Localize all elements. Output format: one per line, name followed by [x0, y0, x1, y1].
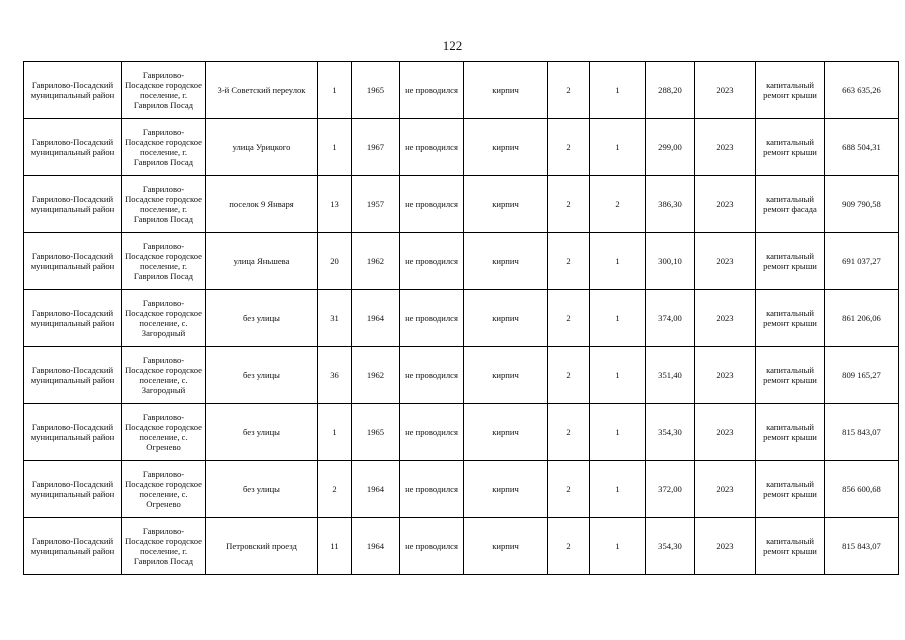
- work-type-cell: капитальный ремонт крыши: [756, 62, 825, 119]
- area-cell: 288,20: [646, 62, 695, 119]
- wall-material-cell: кирпич: [464, 518, 548, 575]
- entrances-cell: 1: [590, 119, 646, 176]
- work-type-cell: капитальный ремонт крыши: [756, 347, 825, 404]
- settlement-cell: Гаврилово-Посадское городское поселение, г. Гаврилов Посад: [122, 62, 206, 119]
- settlement-cell: Гаврилово-Посадское городское поселение, г. Гаврилов Посад: [122, 233, 206, 290]
- renovation-cell: не проводился: [400, 119, 464, 176]
- build-year-cell: 1965: [352, 62, 400, 119]
- house-number-cell: 13: [318, 176, 352, 233]
- repair-year-cell: 2023: [695, 119, 756, 176]
- page-number: 122: [442, 38, 463, 53]
- cost-cell: 815 843,07: [825, 404, 899, 461]
- floors-cell: 2: [548, 290, 590, 347]
- renovation-cell: не проводился: [400, 518, 464, 575]
- floors-cell: 2: [548, 347, 590, 404]
- district-cell: Гаврилово-Посадский муниципальный район: [24, 518, 122, 575]
- settlement-cell: Гаврилово-Посадское городское поселение, г. Гаврилов Посад: [122, 518, 206, 575]
- district-cell: Гаврилово-Посадский муниципальный район: [24, 233, 122, 290]
- area-cell: 372,00: [646, 461, 695, 518]
- area-cell: 354,30: [646, 404, 695, 461]
- table-row: [24, 119, 899, 176]
- build-year-cell: 1962: [352, 233, 400, 290]
- repair-year-cell: 2023: [695, 176, 756, 233]
- work-type-cell: капитальный ремонт крыши: [756, 404, 825, 461]
- settlement-cell: Гаврилово-Посадское городское поселение, г. Гаврилов Посад: [122, 176, 206, 233]
- settlement-cell: Гаврилово-Посадское городское поселение, с. Загородный: [122, 347, 206, 404]
- street-cell: поселок 9 Января: [206, 176, 318, 233]
- floors-cell: 2: [548, 404, 590, 461]
- floors-cell: 2: [548, 119, 590, 176]
- repair-year-cell: 2023: [695, 233, 756, 290]
- repair-year-cell: 2023: [695, 518, 756, 575]
- area-cell: 299,00: [646, 119, 695, 176]
- entrances-cell: 1: [590, 461, 646, 518]
- house-number-cell: 11: [318, 518, 352, 575]
- renovation-cell: не проводился: [400, 290, 464, 347]
- build-year-cell: 1962: [352, 347, 400, 404]
- street-cell: без улицы: [206, 461, 318, 518]
- cost-cell: 909 790,58: [825, 176, 899, 233]
- entrances-cell: 1: [590, 233, 646, 290]
- entrances-cell: 1: [590, 404, 646, 461]
- street-cell: без улицы: [206, 290, 318, 347]
- work-type-cell: капитальный ремонт крыши: [756, 461, 825, 518]
- settlement-cell: Гаврилово-Посадское городское поселение, г. Гаврилов Посад: [122, 119, 206, 176]
- build-year-cell: 1965: [352, 404, 400, 461]
- repair-year-cell: 2023: [695, 290, 756, 347]
- wall-material-cell: кирпич: [464, 119, 548, 176]
- build-year-cell: 1957: [352, 176, 400, 233]
- floors-cell: 2: [548, 461, 590, 518]
- table-row: [24, 347, 899, 404]
- build-year-cell: 1964: [352, 518, 400, 575]
- settlement-cell: Гаврилово-Посадское городское поселение, с. Огренево: [122, 404, 206, 461]
- area-cell: 300,10: [646, 233, 695, 290]
- repair-year-cell: 2023: [695, 461, 756, 518]
- work-type-cell: капитальный ремонт фасада: [756, 176, 825, 233]
- wall-material-cell: кирпич: [464, 176, 548, 233]
- area-cell: 351,40: [646, 347, 695, 404]
- table-row: [24, 62, 899, 119]
- street-cell: улица Яньшева: [206, 233, 318, 290]
- table-row: [24, 290, 899, 347]
- repair-year-cell: 2023: [695, 347, 756, 404]
- area-cell: 354,30: [646, 518, 695, 575]
- area-cell: 386,30: [646, 176, 695, 233]
- cost-cell: 691 037,27: [825, 233, 899, 290]
- entrances-cell: 1: [590, 62, 646, 119]
- district-cell: Гаврилово-Посадский муниципальный район: [24, 119, 122, 176]
- entrances-cell: 1: [590, 518, 646, 575]
- house-number-cell: 31: [318, 290, 352, 347]
- street-cell: Петровский проезд: [206, 518, 318, 575]
- street-cell: без улицы: [206, 347, 318, 404]
- wall-material-cell: кирпич: [464, 62, 548, 119]
- build-year-cell: 1964: [352, 290, 400, 347]
- cost-cell: 809 165,27: [825, 347, 899, 404]
- district-cell: Гаврилово-Посадский муниципальный район: [24, 347, 122, 404]
- table-row: [24, 461, 899, 518]
- house-number-cell: 1: [318, 119, 352, 176]
- housing-repair-table: [23, 61, 899, 575]
- floors-cell: 2: [548, 518, 590, 575]
- settlement-cell: Гаврилово-Посадское городское поселение, с. Огренево: [122, 461, 206, 518]
- floors-cell: 2: [548, 62, 590, 119]
- table-row: [24, 518, 899, 575]
- table-row: [24, 233, 899, 290]
- work-type-cell: капитальный ремонт крыши: [756, 518, 825, 575]
- cost-cell: 861 206,06: [825, 290, 899, 347]
- renovation-cell: не проводился: [400, 62, 464, 119]
- house-number-cell: 1: [318, 62, 352, 119]
- cost-cell: 663 635,26: [825, 62, 899, 119]
- table-row: [24, 404, 899, 461]
- floors-cell: 2: [548, 233, 590, 290]
- street-cell: без улицы: [206, 404, 318, 461]
- wall-material-cell: кирпич: [464, 290, 548, 347]
- repair-year-cell: 2023: [695, 62, 756, 119]
- renovation-cell: не проводился: [400, 176, 464, 233]
- entrances-cell: 1: [590, 347, 646, 404]
- wall-material-cell: кирпич: [464, 404, 548, 461]
- entrances-cell: 1: [590, 290, 646, 347]
- table-row: [24, 176, 899, 233]
- renovation-cell: не проводился: [400, 461, 464, 518]
- wall-material-cell: кирпич: [464, 233, 548, 290]
- district-cell: Гаврилово-Посадский муниципальный район: [24, 176, 122, 233]
- work-type-cell: капитальный ремонт крыши: [756, 290, 825, 347]
- district-cell: Гаврилово-Посадский муниципальный район: [24, 62, 122, 119]
- wall-material-cell: кирпич: [464, 461, 548, 518]
- entrances-cell: 2: [590, 176, 646, 233]
- renovation-cell: не проводился: [400, 233, 464, 290]
- cost-cell: 688 504,31: [825, 119, 899, 176]
- district-cell: Гаврилово-Посадский муниципальный район: [24, 404, 122, 461]
- house-number-cell: 20: [318, 233, 352, 290]
- build-year-cell: 1967: [352, 119, 400, 176]
- area-cell: 374,00: [646, 290, 695, 347]
- repair-year-cell: 2023: [695, 404, 756, 461]
- work-type-cell: капитальный ремонт крыши: [756, 119, 825, 176]
- build-year-cell: 1964: [352, 461, 400, 518]
- work-type-cell: капитальный ремонт крыши: [756, 233, 825, 290]
- cost-cell: 856 600,68: [825, 461, 899, 518]
- settlement-cell: Гаврилово-Посадское городское поселение, с. Загородный: [122, 290, 206, 347]
- house-number-cell: 36: [318, 347, 352, 404]
- house-number-cell: 1: [318, 404, 352, 461]
- wall-material-cell: кирпич: [464, 347, 548, 404]
- district-cell: Гаврилово-Посадский муниципальный район: [24, 461, 122, 518]
- house-number-cell: 2: [318, 461, 352, 518]
- cost-cell: 815 843,07: [825, 518, 899, 575]
- floors-cell: 2: [548, 176, 590, 233]
- street-cell: улица Урицкого: [206, 119, 318, 176]
- renovation-cell: не проводился: [400, 404, 464, 461]
- renovation-cell: не проводился: [400, 347, 464, 404]
- street-cell: 3-й Советский переулок: [206, 62, 318, 119]
- district-cell: Гаврилово-Посадский муниципальный район: [24, 290, 122, 347]
